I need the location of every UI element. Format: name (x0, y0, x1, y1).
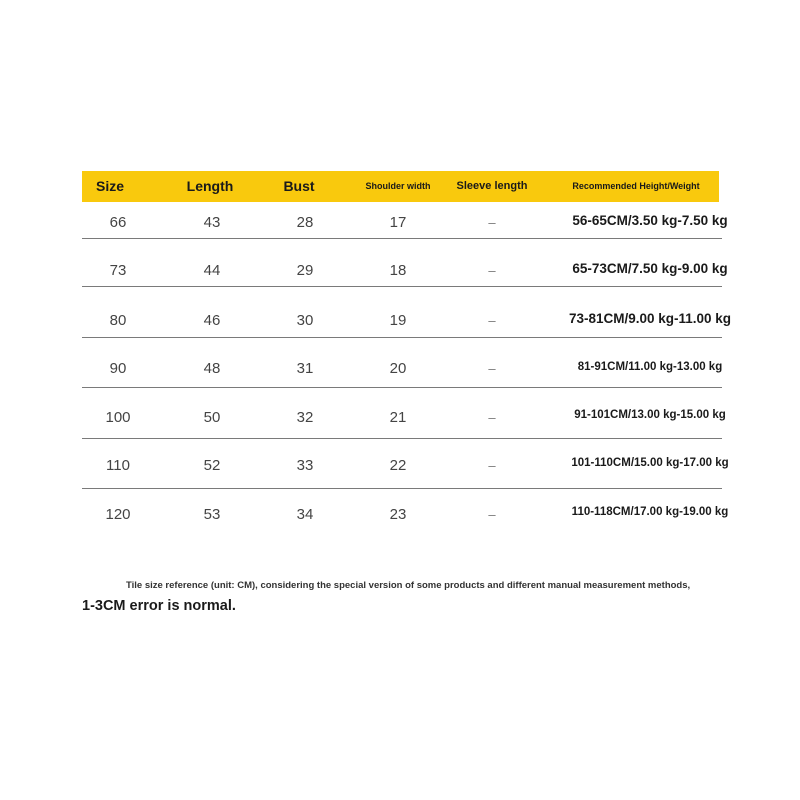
cell-shoulder: 19 (389, 312, 407, 329)
error-note: 1-3CM error is normal. (82, 598, 236, 614)
cell-size: 100 (105, 409, 131, 426)
row-divider (82, 337, 722, 338)
row-divider (82, 286, 722, 287)
cell-shoulder: 23 (389, 506, 407, 523)
cell-sleeve: – (488, 507, 496, 522)
header-length: Length (186, 178, 234, 194)
cell-sleeve: – (488, 410, 496, 425)
cell-recommended: 56-65CM/3.50 kg-7.50 kg (572, 213, 728, 228)
cell-length: 46 (203, 312, 221, 329)
row-divider (82, 238, 722, 239)
cell-recommended: 73-81CM/9.00 kg-11.00 kg (568, 311, 732, 326)
header-sleeve-length: Sleeve length (456, 180, 528, 192)
cell-sleeve: – (488, 458, 496, 473)
cell-shoulder: 18 (389, 262, 407, 279)
measurement-note: Tile size reference (unit: CM), considering the special version of some products and different manual measurement methods, (126, 580, 691, 591)
header-size: Size (95, 178, 125, 194)
cell-size: 80 (109, 312, 127, 329)
cell-size: 73 (109, 262, 127, 279)
cell-length: 44 (203, 262, 221, 279)
cell-length: 43 (203, 214, 221, 231)
row-divider (82, 387, 722, 388)
row-divider (82, 438, 722, 439)
cell-size: 90 (109, 360, 127, 377)
cell-shoulder: 20 (389, 360, 407, 377)
table-header (82, 171, 719, 202)
cell-recommended: 91-101CM/13.00 kg-15.00 kg (574, 409, 726, 421)
cell-bust: 33 (296, 457, 314, 474)
cell-sleeve: – (488, 361, 496, 376)
cell-recommended: 81-91CM/11.00 kg-13.00 kg (577, 361, 723, 373)
cell-recommended: 110-118CM/17.00 kg-19.00 kg (571, 506, 729, 518)
cell-recommended: 101-110CM/15.00 kg-17.00 kg (571, 457, 729, 469)
cell-bust: 30 (296, 312, 314, 329)
header-recommended: Recommended Height/Weight (572, 181, 700, 191)
cell-sleeve: – (488, 263, 496, 278)
cell-size: 66 (109, 214, 127, 231)
cell-bust: 31 (296, 360, 314, 377)
header-bust: Bust (283, 178, 315, 194)
cell-bust: 29 (296, 262, 314, 279)
cell-length: 52 (203, 457, 221, 474)
header-shoulder-width: Shoulder width (365, 181, 431, 191)
row-divider (82, 488, 722, 489)
cell-recommended: 65-73CM/7.50 kg-9.00 kg (572, 261, 728, 276)
cell-length: 53 (203, 506, 221, 523)
cell-size: 110 (106, 457, 130, 474)
cell-shoulder: 17 (389, 214, 407, 231)
cell-bust: 34 (296, 506, 314, 523)
cell-shoulder: 21 (389, 409, 407, 426)
cell-bust: 28 (296, 214, 314, 231)
cell-length: 50 (203, 409, 221, 426)
cell-bust: 32 (296, 409, 314, 426)
cell-length: 48 (203, 360, 221, 377)
cell-sleeve: – (488, 313, 496, 328)
cell-size: 120 (105, 506, 131, 523)
cell-shoulder: 22 (389, 457, 407, 474)
cell-sleeve: – (488, 215, 496, 230)
